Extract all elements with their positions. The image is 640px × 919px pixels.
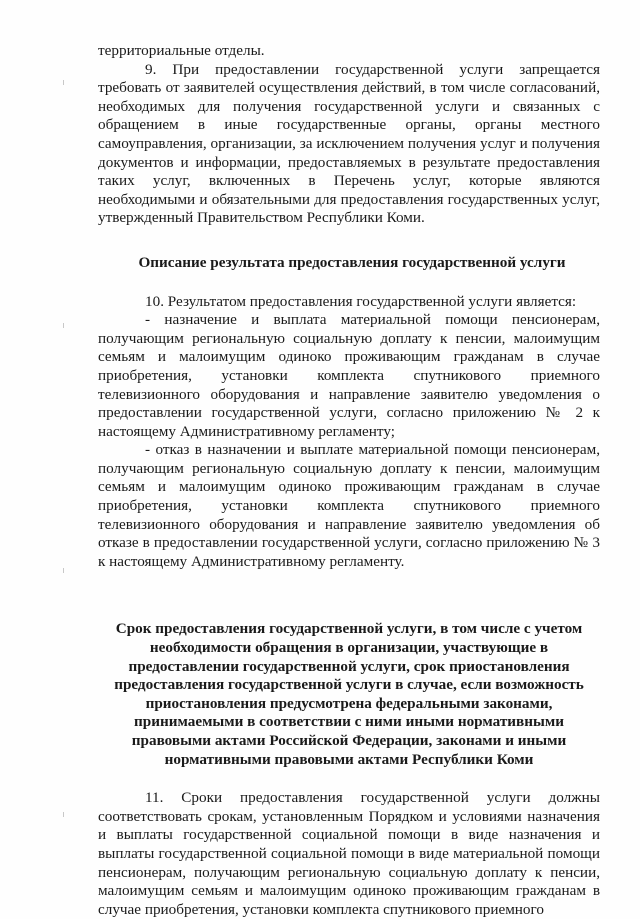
scan-mark [63,80,64,85]
document-page [98,42,600,919]
list-item-refusal: - отказ в назначении и выплате материальной помощи пенсионерам, получающим региональную социальную доплату к пенсии, малоимущим семьям и малоимущим одиноко проживающим гражданам в случае приобретения, установки комплекта спутникового приемного телевизионного оборудования и направление заявителю уведомления об отказе в предоставлении государственной услуги, согласно приложению № 3 к настоящему Административному регламенту. [98,441,600,570]
section-heading-term: Срок предоставления государственной услуги, в том числе с учетом необходимости обращения в организации, участвующие в предоставлении государственной услуги, срок приостановления предоставления государственной услуги в случае, если возможность приостановления предусмотрена федеральными законами, принимаемыми в соответствии с ними иными нормативными правовыми актами Российской Федерации, законами и иными нормативными правовыми актами Республики Коми [114,620,584,768]
paragraph-lead: территориальные отделы. [98,42,265,59]
paragraph-9: 9. При предоставлении государственной услуги запрещается требовать от заявителей осуществления действий, в том числе согласований, необходимых для получения государственной услуги и связанных с обращением в иные государственные органы, органы местного самоуправления, организации, за исключением получения услуг и получения документов и информации, предоставляемых в результате предоставления таких услуг, включенных в Перечень услуг, которые являются необходимыми и обязательными для предоставления государственных услуг, утвержденный Правительством Республики Коми. [98,60,600,227]
scan-mark [63,812,64,817]
scan-mark [63,568,64,573]
paragraph-10: 10. Результатом предоставления государственной услуги является: [145,292,577,310]
scan-mark [63,323,64,328]
list-item-grant: - назначение и выплата материальной помощи пенсионерам, получающим региональную социальную доплату к пенсии, малоимущим семьям и малоимущим одиноко проживающим гражданам в случае приобретения, установки комплекта спутникового приемного телевизионного оборудования и направление заявителю уведомления о предоставлении государственной услуги, согласно приложению № 2 к настоящему Административному регламенту; [98,311,600,440]
section-heading-result: Описание результата предоставления государственной услуги [138,253,566,271]
paragraph-11: 11. Сроки предоставления государственной услуги должны соответствовать срокам, установленным Порядком и условиями назначения и выплаты государственной социальной помощи в виде назначения и выплаты государственной социальной помощи в виде материальной помощи пенсионерам, получающим региональную социальную доплату к пенсии, малоимущим семьям и малоимущим одиноко проживающим гражданам в случае приобретения, установки комплекта спутникового приемного [98,789,600,918]
